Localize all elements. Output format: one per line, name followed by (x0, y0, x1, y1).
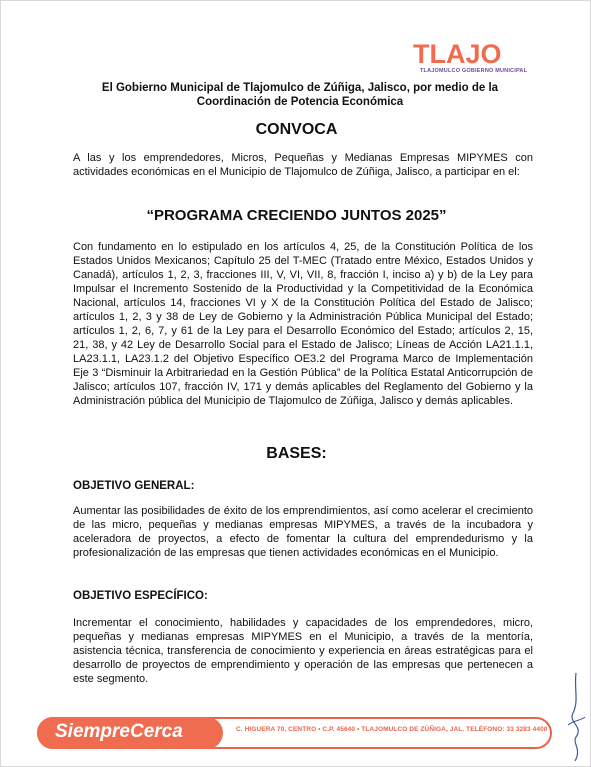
bases-title: BASES: (266, 445, 327, 462)
footer-address: C. HIGUERA 70, CENTRO • C.P. 45640 • TLAJOMULCO DE ZÚÑIGA, JAL. TELÉFONO: 33 3283 4400 (236, 726, 548, 733)
handwritten-signature (564, 671, 588, 763)
objetivo-especifico-text: Incrementar el conocimiento, habilidades y capacidades de los emprendedores, micro, pequeñas y medianas empresas MIPYMES en el Municipio, a través de la mentoría, asistencia técnica, transferencia de conocimiento y experiencia en áreas estratégicas para el desarrollo de proyectos de emprendimiento y operación de las empresas que pertenecen a este segmento. (73, 617, 533, 685)
intro-paragraph: A las y los emprendedores, Micros, Pequeñas y Medianas Empresas MIPYMES con actividades económicas en el Municipio de Tlajomulco de Zúñiga, Jalisco, a participar en el: (73, 152, 533, 178)
issuer-line-1: El Gobierno Municipal de Tlajomulco de Zúñiga, Jalisco, por medio de la (101, 82, 499, 94)
objetivo-general-title: OBJETIVO GENERAL: (73, 480, 195, 492)
objetivo-especifico-title: OBJETIVO ESPECÍFICO: (73, 590, 208, 602)
logo-wordmark: TLAJO (413, 39, 502, 69)
issuer-line-2: Coordinación de Potencia Económica (196, 96, 404, 108)
footer-slogan: SiempreCerca (55, 721, 183, 742)
convoca-title: CONVOCA (255, 121, 338, 138)
program-title: “PROGRAMA CRECIENDO JUNTOS 2025” (146, 207, 447, 224)
legal-basis-paragraph: Con fundamento en lo estipulado en los artículos 4, 25, de la Constitución Política de los Estados Unidos Mexicanos; Capítulo 25 del T-MEC (Tratado entre México, Estados Unidos y Canadá), artículos 1, 2, 3, fracciones III, V, VI, VII, 8, fracción I, inciso a) y b) de la Ley para Impulsar el Incremento Sostenido de la Productividad y la Competitividad de la Económica Nacional, artículos 14, fracciones VI y X de la Constitución Política del Estado de Jalisco; artículos 1, 2, 3 y 38 de Ley de Gobierno y la Administración Pública Municipal del Estado; artículos 1, 2, 6, 7, y 61 de la Ley para el Desarrollo Económico del Estado; artículos 2, 15, 21, 38, y 42 Ley de Desarrollo Social para el Estado de Jalisco; Líneas de Acción LA21.1.1, LA23.1.1, LA23.1.2 del Objetivo Específico OE3.2 del Programa Marco de Implementación Eje 3 “Disminuir la Arbitrariedad en la Gestión Pública” de la Política Estatal Anticorrupción de Jalisco; artículos 107, fracción IV, 171 y demás aplicables del Reglamento del Gobierno y la Administración pública del Municipio de Tlajomulco de Zúñiga, Jalisco y demás aplicables. (73, 241, 533, 407)
logo-subtitle: TLAJOMULCO GOBIERNO MUNICIPAL (420, 68, 528, 74)
issuer-heading (85, 81, 515, 109)
tlajo-logo-mark (413, 39, 543, 69)
objetivo-general-text: Aumentar las posibilidades de éxito de los emprendimientos, así como acelerar el crecimiento de las micro, pequeñas y medianas empresas MIPYMES, a través de la incubadora y aceleradora de proyectos, a efecto de fomentar la cultura del emprendedurismo y la profesionalización de las empresas que tienen actividades económicas en el Municipio. (73, 505, 533, 559)
